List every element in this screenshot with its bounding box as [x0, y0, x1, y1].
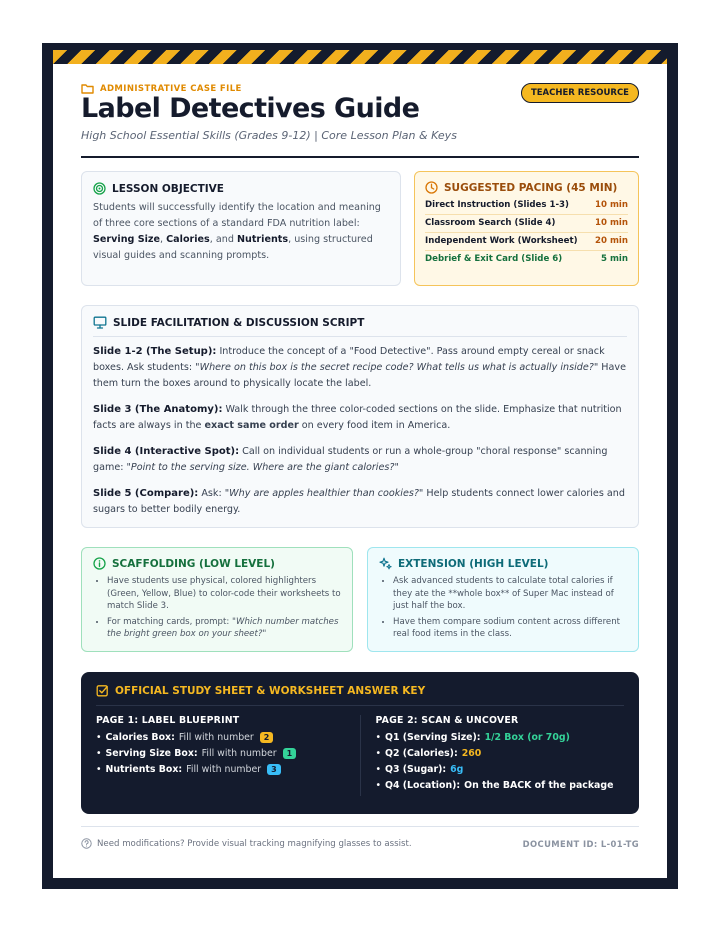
document-id: DOCUMENT ID: L-01-TG — [522, 839, 639, 849]
answer-key-page-2: PAGE 2: SCAN & UNCOVER • Q1 (Serving Size): 1/2 Box (or 70g) • Q2 (Calories): 260 • Q3 (Sugar): 6g • Q4 (Location): On the BACK of the package — [360, 715, 624, 796]
list-item: • Ask advanced students to calculate total calories if they ate the **whole box** of Super Mac instead of just half the box. — [393, 575, 627, 613]
page-title: Label Detectives Guide — [81, 93, 420, 124]
pacing-heading: SUGGESTED PACING (45 MIN) — [425, 181, 628, 194]
list-item: • Have them compare sodium content across different real food items in the class. — [393, 616, 627, 641]
document-sheet — [53, 50, 667, 878]
script-paragraph-interactive: Slide 4 (Interactive Spot): Call on individual students or run a whole-group "choral response" scanning game: "Point to the serving size. Where are the giant calories?" — [93, 446, 608, 473]
number-chip: 1 — [283, 748, 297, 759]
footer-note: Need modifications? Provide visual tracking magnifying glasses to assist. — [81, 838, 412, 849]
script-paragraph-setup: Slide 1-2 (The Setup): Introduce the concept of a "Food Detective". Pass around empty cereal or snack boxes. Ask students: "Where on this box is the secret recipe code? What tells us what is actually inside?" Have them turn the boxes around to physically locate the label. — [93, 346, 626, 389]
extension-heading: EXTENSION (HIGH LEVEL) — [379, 557, 627, 570]
scaffolding-heading: SCAFFOLDING (LOW LEVEL) — [93, 557, 341, 570]
list-item: • Nutrients Box: Fill with number 3 — [96, 764, 360, 775]
answer-key-panel — [81, 672, 639, 814]
pacing-row: Direct Instruction (Slides 1-3) 10 min — [425, 197, 628, 215]
number-chip: 3 — [267, 764, 281, 775]
scaffolding-card — [81, 547, 353, 652]
script-heading: SLIDE FACILITATION & DISCUSSION SCRIPT — [93, 316, 627, 337]
help-circle-icon — [81, 838, 92, 849]
pacing-row: Classroom Search (Slide 4) 10 min — [425, 215, 628, 233]
list-item: • Q1 (Serving Size): 1/2 Box (or 70g) — [375, 732, 570, 743]
list-item: • Have students use physical, colored highlighters (Green, Yellow, Blue) to color-code their worksheets to match Slide 3. — [107, 575, 341, 613]
sparkle-icon — [379, 557, 392, 570]
target-icon — [93, 182, 106, 195]
suggested-pacing-card — [414, 171, 639, 286]
answer-key-page-1: PAGE 1: LABEL BLUEPRINT • Calories Box: Fill with number 2 • Serving Size Box: Fill with number 1 • Nutrients Box: Fill with number 3 — [96, 715, 360, 796]
list-item: • Q2 (Calories): 260 — [375, 748, 482, 759]
page-subtitle: High School Essential Skills (Grades 9-12) | Core Lesson Plan & Keys — [81, 129, 457, 142]
presentation-icon — [93, 316, 107, 329]
list-item: • Serving Size Box: Fill with number 1 — [96, 748, 360, 759]
case-file-eyebrow: ADMINISTRATIVE CASE FILE — [81, 83, 242, 94]
extension-card — [367, 547, 639, 652]
hazard-stripe — [53, 50, 667, 64]
lesson-objective-card — [81, 171, 401, 286]
number-chip: 2 — [260, 732, 274, 743]
clock-icon — [425, 181, 438, 194]
objective-text: Students will successfully identify the location and meaning of three core sections of a standard FDA nutrition label: Serving Size, Calories, and Nutrients, using structured visual guides and scanning prompts. — [93, 202, 381, 261]
checkbox-icon — [96, 684, 109, 697]
facilitation-script-card — [81, 305, 639, 528]
footer-divider — [81, 826, 639, 827]
list-item: • Q4 (Location): On the BACK of the package — [375, 780, 614, 791]
scaffolding-list — [93, 575, 341, 641]
pacing-row: Independent Work (Worksheet) 20 min — [425, 233, 628, 251]
list-item: • Q3 (Sugar): 6g — [375, 764, 464, 775]
extension-list — [379, 575, 627, 641]
teacher-resource-badge: TEACHER RESOURCE — [521, 83, 639, 103]
script-paragraph-anatomy: Slide 3 (The Anatomy): Walk through the three color-coded sections on the slide. Emphasize that nutrition facts are always in the exact same order on every food item in America. — [93, 404, 622, 431]
pacing-row: Debrief & Exit Card (Slide 6) 5 min — [425, 254, 628, 264]
info-icon — [93, 557, 106, 570]
list-item: • Calories Box: Fill with number 2 — [96, 732, 360, 743]
objective-heading: LESSON OBJECTIVE — [93, 182, 389, 195]
script-paragraph-compare: Slide 5 (Compare): Ask: "Why are apples healthier than cookies?" Help students connect lower calories and sugars to better bodily energy. — [93, 488, 625, 515]
answer-key-heading: OFFICIAL STUDY SHEET & WORKSHEET ANSWER KEY — [96, 684, 624, 706]
list-item: • For matching cards, prompt: "Which number matches the bright green box on your sheet?" — [107, 616, 341, 641]
header-divider — [81, 156, 639, 158]
